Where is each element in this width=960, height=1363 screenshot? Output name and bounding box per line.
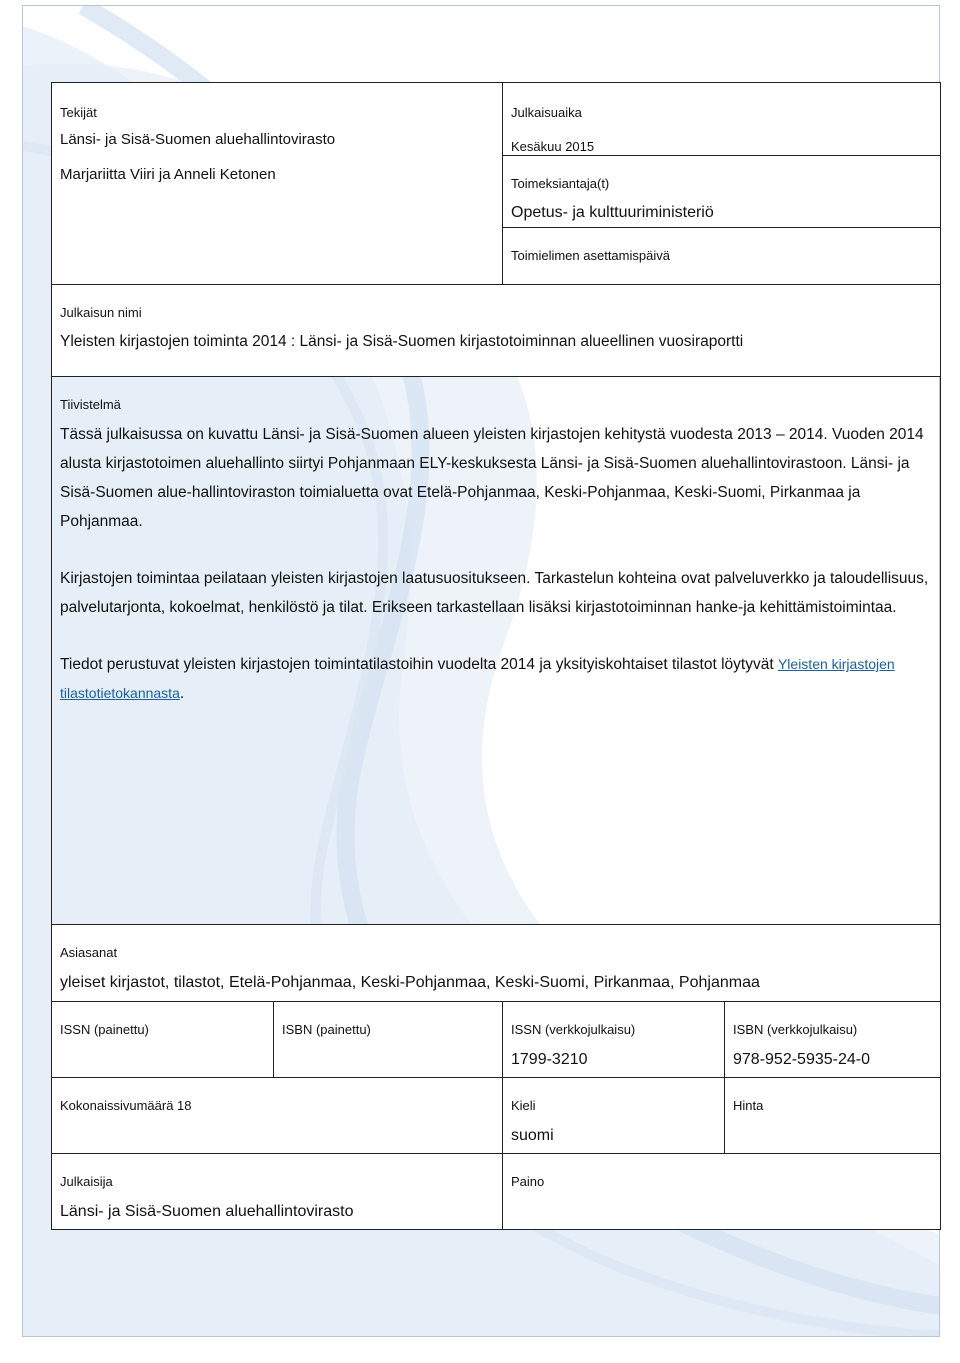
publication-date-cell [503, 83, 941, 156]
abstract-cell [52, 377, 941, 925]
language-label: Kieli [511, 1098, 536, 1113]
isbn-online-label: ISBN (verkkojulkaisu) [733, 1022, 858, 1037]
authors-organization: Länsi- ja Sisä-Suomen aluehallintovirasto [60, 131, 336, 148]
commissioner-cell [503, 156, 941, 228]
abstract-paragraph-3 [60, 650, 932, 708]
page-count-cell [52, 1078, 503, 1154]
publisher-cell [52, 1154, 503, 1230]
commissioner-label: Toimeksiantaja(t) [511, 176, 610, 191]
issn-online-cell [503, 1002, 725, 1078]
commissioner-value: Opetus- ja kulttuuriministeriö [511, 204, 714, 221]
keywords-cell [52, 925, 941, 1002]
keywords-value: yleiset kirjastot, tilastot, Etelä-Pohjanmaa, Keski-Pohjanmaa, Keski-Suomi, Pirkanmaa, Pohjanmaa [60, 974, 760, 991]
issn-print-cell [52, 1002, 274, 1078]
statistics-database-link[interactable]: Yleisten kirjastojen tilastotietokannasta [60, 656, 895, 701]
abstract-paragraph-1: Tässä julkaisussa on kuvattu Länsi- ja Sisä-Suomen alueen yleisten kirjastojen kehitystä vuodesta 2013 – 2014. Vuoden 2014 alusta kirjastotoimen aluehallinto siirtyi Pohjanmaan ELY-keskuksesta Länsi- ja Sisä-Suomen aluehallintovirastoon. Länsi- ja Sisä-Suomen alue-hallintoviraston toimialuetta ovat Etelä-Pohjanmaa, Keski-Pohjanmaa, Keski-Suomi, Pirkanmaa ja Pohjanmaa. [60, 426, 924, 530]
abstract-paragraph-3-end: . [179, 685, 185, 702]
printing-label: Paino [511, 1174, 545, 1189]
authors-names: Marjariitta Viiri ja Anneli Ketonen [60, 166, 276, 183]
price-cell [725, 1078, 941, 1154]
issn-online-label: ISSN (verkkojulkaisu) [511, 1022, 636, 1037]
price-label: Hinta [733, 1098, 764, 1113]
language-cell [503, 1078, 725, 1154]
isbn-online-value: 978-952-5935-24-0 [733, 1051, 870, 1068]
abstract-label: Tiivistelmä [60, 397, 121, 412]
abstract-paragraph-2: Kirjastojen toimintaa peilataan yleisten kirjastojen laatusuositukseen. Tarkastelun kohteina ovat palveluverkko ja taloudellisuus, palvelutarjonta, kokoelmat, henkilöstö ja tilat. Erikseen tarkastellaan lisäksi kirjastotoiminnan hanke-ja kehittämistoimintaa. [60, 570, 929, 616]
authors-cell [52, 83, 503, 285]
issn-print-label: ISSN (painettu) [60, 1022, 149, 1037]
publication-title: Yleisten kirjastojen toiminta 2014 : Länsi- ja Sisä-Suomen kirjastotoiminnan alueellinen vuosiraportti [60, 333, 744, 350]
abstract-paragraph-3-text: Tiedot perustuvat yleisten kirjastojen toimintatilastoihin vuodelta 2014 ja yksityiskohtaiset tilastot löytyvät [60, 656, 778, 673]
title-label: Julkaisun nimi [60, 305, 142, 320]
title-cell [52, 285, 941, 377]
committee-date-cell [503, 228, 941, 285]
printing-cell [503, 1154, 941, 1230]
isbn-online-cell [725, 1002, 941, 1078]
publisher-value: Länsi- ja Sisä-Suomen aluehallintovirasto [60, 1203, 354, 1220]
page-count-label: Kokonaissivumäärä 18 [60, 1098, 192, 1113]
language-value: suomi [511, 1127, 554, 1144]
publication-description-table [51, 82, 941, 1230]
keywords-label: Asiasanat [60, 945, 118, 960]
publication-date-value: Kesäkuu 2015 [511, 139, 595, 154]
publisher-label: Julkaisija [60, 1174, 113, 1189]
isbn-print-label: ISBN (painettu) [282, 1022, 371, 1037]
publication-date-label: Julkaisuaika [511, 105, 582, 120]
issn-online-value: 1799-3210 [511, 1051, 588, 1068]
isbn-print-cell [274, 1002, 503, 1078]
authors-label: Tekijät [60, 105, 97, 120]
committee-date-label: Toimielimen asettamispäivä [511, 248, 670, 263]
